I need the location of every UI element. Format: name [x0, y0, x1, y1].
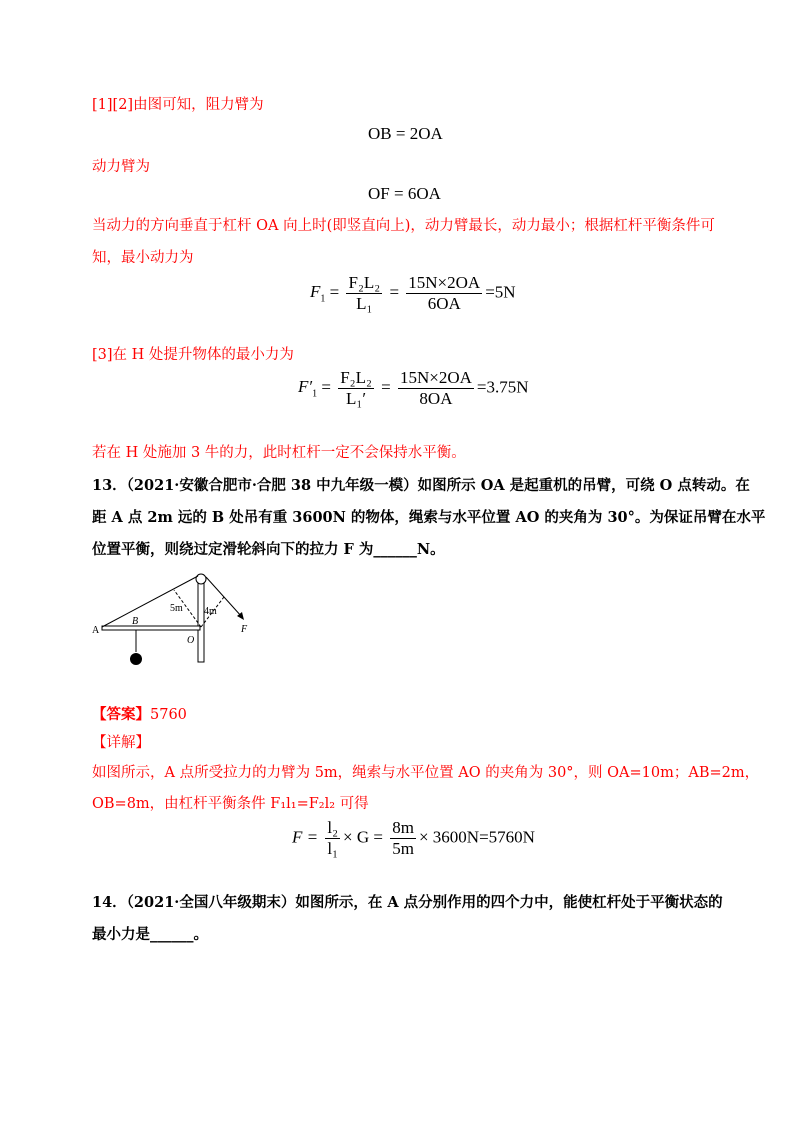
crane-arm-figure — [90, 570, 280, 675]
crane-arm — [102, 626, 200, 630]
rope — [102, 576, 198, 627]
pulley — [196, 574, 206, 584]
equation-f1-lhs: $F_1$ — [310, 282, 326, 305]
fraction: $\frac{\text{F₂L₂}}{\text{L₁}}$ — [348, 273, 381, 313]
question-13-line-3: 位置平衡，则绕过定滑轮斜向下的拉力 F 为______N。 — [92, 541, 445, 558]
equation-of: OF = 6OA — [368, 184, 441, 203]
solution-line-condition: 当动力的方向垂直于杠杆 OA 向上时(即竖直向上)，动力臂最长，动力最小；根据杠杆平衡条件可 — [92, 218, 715, 234]
weight-ball — [130, 653, 142, 665]
label-4m: 4m — [204, 606, 217, 617]
answer-tag: 【答案】 — [92, 706, 150, 723]
label-b: B — [132, 616, 139, 627]
solution-line-h-point: [3]在 H 处提升物体的最小力为 — [92, 347, 294, 363]
answer-line — [92, 705, 187, 725]
equation-f1-prime: $F'_1$ = $\frac{\text{F₂L₂}}{\text{L₁′}}$ = $\frac{15N\times 2OA}{8OA}$ =3.75N — [298, 368, 529, 408]
question-14-line-1: 14．（2021·全国八年级期末）如图所示，在 A 点分别作用的四个力中，能使杠杆处于平衡状态的 — [92, 894, 723, 911]
fraction: $\frac{8m}{5m}$ — [392, 818, 414, 858]
detail-line-1: 如图所示，A 点所受拉力的力臂为 5m，绳索与水平位置 AO 的夹角为 30°，则 OA=10m；AB=2m， — [92, 765, 760, 781]
question-13-line-2: 距 A 点 2m 远的 B 处吊有重 3600N 的物体，绳索与水平位置 AO 的夹角为 30°。为保证吊臂在水平 — [92, 509, 766, 526]
answer-value: 5760 — [150, 707, 187, 723]
solution-line-min-force: 知，最小动力为 — [92, 250, 194, 266]
fraction: $\frac{15N\times 2OA}{8OA}$ — [400, 368, 472, 408]
equation-f1-prime-lhs: $F'_1$ — [298, 377, 318, 400]
crane-post — [198, 580, 204, 662]
question-14-line-2: 最小力是______。 — [92, 926, 208, 943]
detail-line-2: OB=8m，由杠杆平衡条件 F₁l₁=F₂l₂ 可得 — [92, 796, 369, 812]
solution-intro-line: [1][2]由图可知，阻力臂为 — [92, 97, 264, 113]
solution-line-effort-arm: 动力臂为 — [92, 159, 150, 175]
label-o: O — [187, 635, 195, 646]
equation-ob: OB = 2OA — [368, 124, 443, 143]
label-f: F — [241, 624, 248, 635]
solution-line-conclusion: 若在 H 处施加 3 牛的力，此时杠杆一定不会保持水平衡。 — [92, 445, 466, 461]
label-a: A — [92, 625, 100, 636]
label-5m: 5m — [170, 603, 183, 614]
fraction: $\frac{15N\times 2OA}{6OA}$ — [408, 273, 481, 313]
question-13-line-1: 13．（2021·安徽合肥市·合肥 38 中九年级一模）如图所示 OA 是起重机的吊臂，可绕 O 点转动。在 — [92, 477, 750, 494]
equation-f1: $F_1$ = $\frac{\text{F₂L₂}}{\text{L₁}}$ = $\frac{15N\times 2OA}{6OA}$ =5N — [310, 273, 516, 313]
detail-tag: 【详解】 — [92, 735, 150, 751]
fraction: $\frac{\text{F₂L₂}}{\text{L₁′}}$ — [340, 368, 372, 408]
equation-final-force: F = $\frac{\text{l₂}}{\text{l₁}}$ × G = $\frac{8m}{5m}$ × 3600N=5760N — [292, 818, 535, 858]
fraction: $\frac{\text{l₂}}{\text{l₁}}$ — [327, 818, 339, 858]
